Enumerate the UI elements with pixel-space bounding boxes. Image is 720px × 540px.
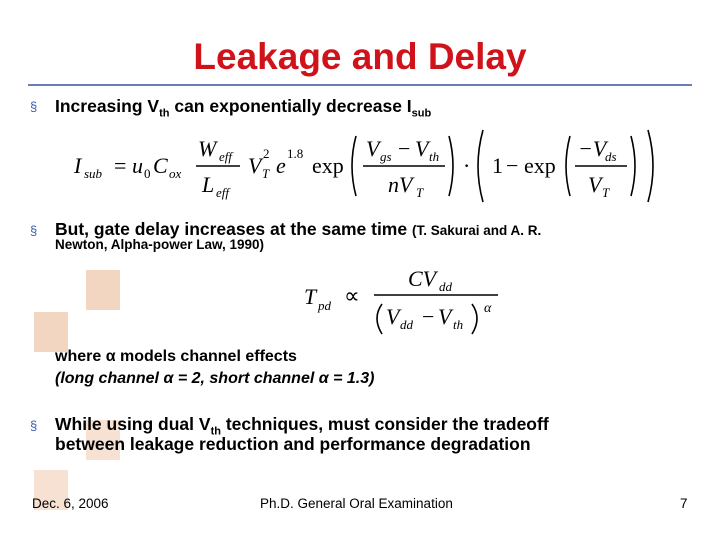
- page-number: 7: [680, 496, 688, 511]
- svg-text:exp: exp: [524, 153, 556, 178]
- bullet-marker: §: [30, 418, 38, 433]
- bullet-marker: §: [30, 223, 38, 238]
- svg-text:V: V: [415, 136, 429, 161]
- svg-text:0: 0: [144, 166, 151, 181]
- footer-date: Dec. 6, 2006: [32, 496, 109, 511]
- svg-text:u: u: [132, 153, 143, 178]
- bullet-text-2: But, gate delay increases at the same time (T. Sakurai and A. R.: [55, 219, 542, 239]
- svg-text:sub: sub: [84, 166, 103, 181]
- svg-text:eff: eff: [219, 149, 232, 164]
- svg-text:CV: CV: [408, 266, 437, 291]
- footer-title: Ph.D. General Oral Examination: [260, 496, 453, 511]
- decorative-block: [86, 270, 120, 310]
- svg-text:W: W: [198, 136, 217, 161]
- formula-isub: [70, 126, 670, 204]
- svg-text:V: V: [386, 304, 400, 329]
- svg-text:e: e: [276, 153, 286, 178]
- svg-text:1.8: 1.8: [287, 146, 304, 161]
- svg-text:−: −: [398, 136, 411, 161]
- svg-text:α: α: [484, 301, 492, 316]
- title-divider: [28, 84, 692, 86]
- svg-text:2: 2: [263, 146, 270, 161]
- alpha-note: where α models channel effects: [55, 348, 297, 365]
- svg-text:dd: dd: [439, 279, 452, 294]
- svg-text:V: V: [248, 153, 262, 178]
- svg-text:dd: dd: [400, 317, 413, 332]
- slide-title: Leakage and Delay: [193, 36, 527, 77]
- svg-text:T: T: [304, 284, 317, 309]
- svg-text:ox: ox: [169, 166, 182, 181]
- svg-text:exp: exp: [312, 153, 344, 178]
- bullet-marker: §: [30, 99, 38, 114]
- svg-text:=: =: [114, 153, 127, 178]
- bullet-text-3-line2: between leakage reduction and performance degradation: [55, 434, 531, 454]
- svg-text:ds: ds: [605, 149, 617, 164]
- svg-text:gs: gs: [380, 149, 392, 164]
- formula-tpd: [298, 258, 518, 340]
- svg-text:V: V: [438, 304, 452, 329]
- bullet-text-3: While using dual $V_{th}$ techniques, must consider the tradeoff: [55, 414, 549, 438]
- svg-text:th: th: [429, 149, 440, 164]
- svg-text:V: V: [588, 172, 602, 197]
- isub-lhs: I: [74, 153, 82, 178]
- svg-text:L: L: [202, 172, 215, 197]
- svg-text:·: ·: [463, 153, 471, 178]
- svg-text:−V: −V: [578, 136, 607, 161]
- svg-text:nV: nV: [388, 172, 413, 197]
- svg-text:−: −: [422, 304, 435, 329]
- svg-text:eff: eff: [216, 185, 229, 200]
- bullet-text-1: Increasing $V_{th}$ can exponentially decrease $I_{sub}$: [55, 96, 432, 120]
- decorative-block: [34, 312, 68, 352]
- svg-text:C: C: [153, 153, 168, 178]
- svg-text:−: −: [506, 153, 519, 178]
- svg-text:∝: ∝: [344, 283, 360, 308]
- svg-text:1: 1: [492, 153, 503, 178]
- svg-text:th: th: [453, 317, 464, 332]
- svg-text:T: T: [602, 185, 610, 200]
- alpha-values-note: (long channel α = 2, short channel α = 1.3): [55, 370, 375, 387]
- svg-text:T: T: [416, 185, 424, 200]
- svg-text:T: T: [262, 166, 270, 181]
- svg-text:V: V: [366, 136, 380, 161]
- bullet-text-2-citation: Newton, Alpha-power Law, 1990): [55, 237, 265, 252]
- svg-text:pd: pd: [318, 298, 331, 313]
